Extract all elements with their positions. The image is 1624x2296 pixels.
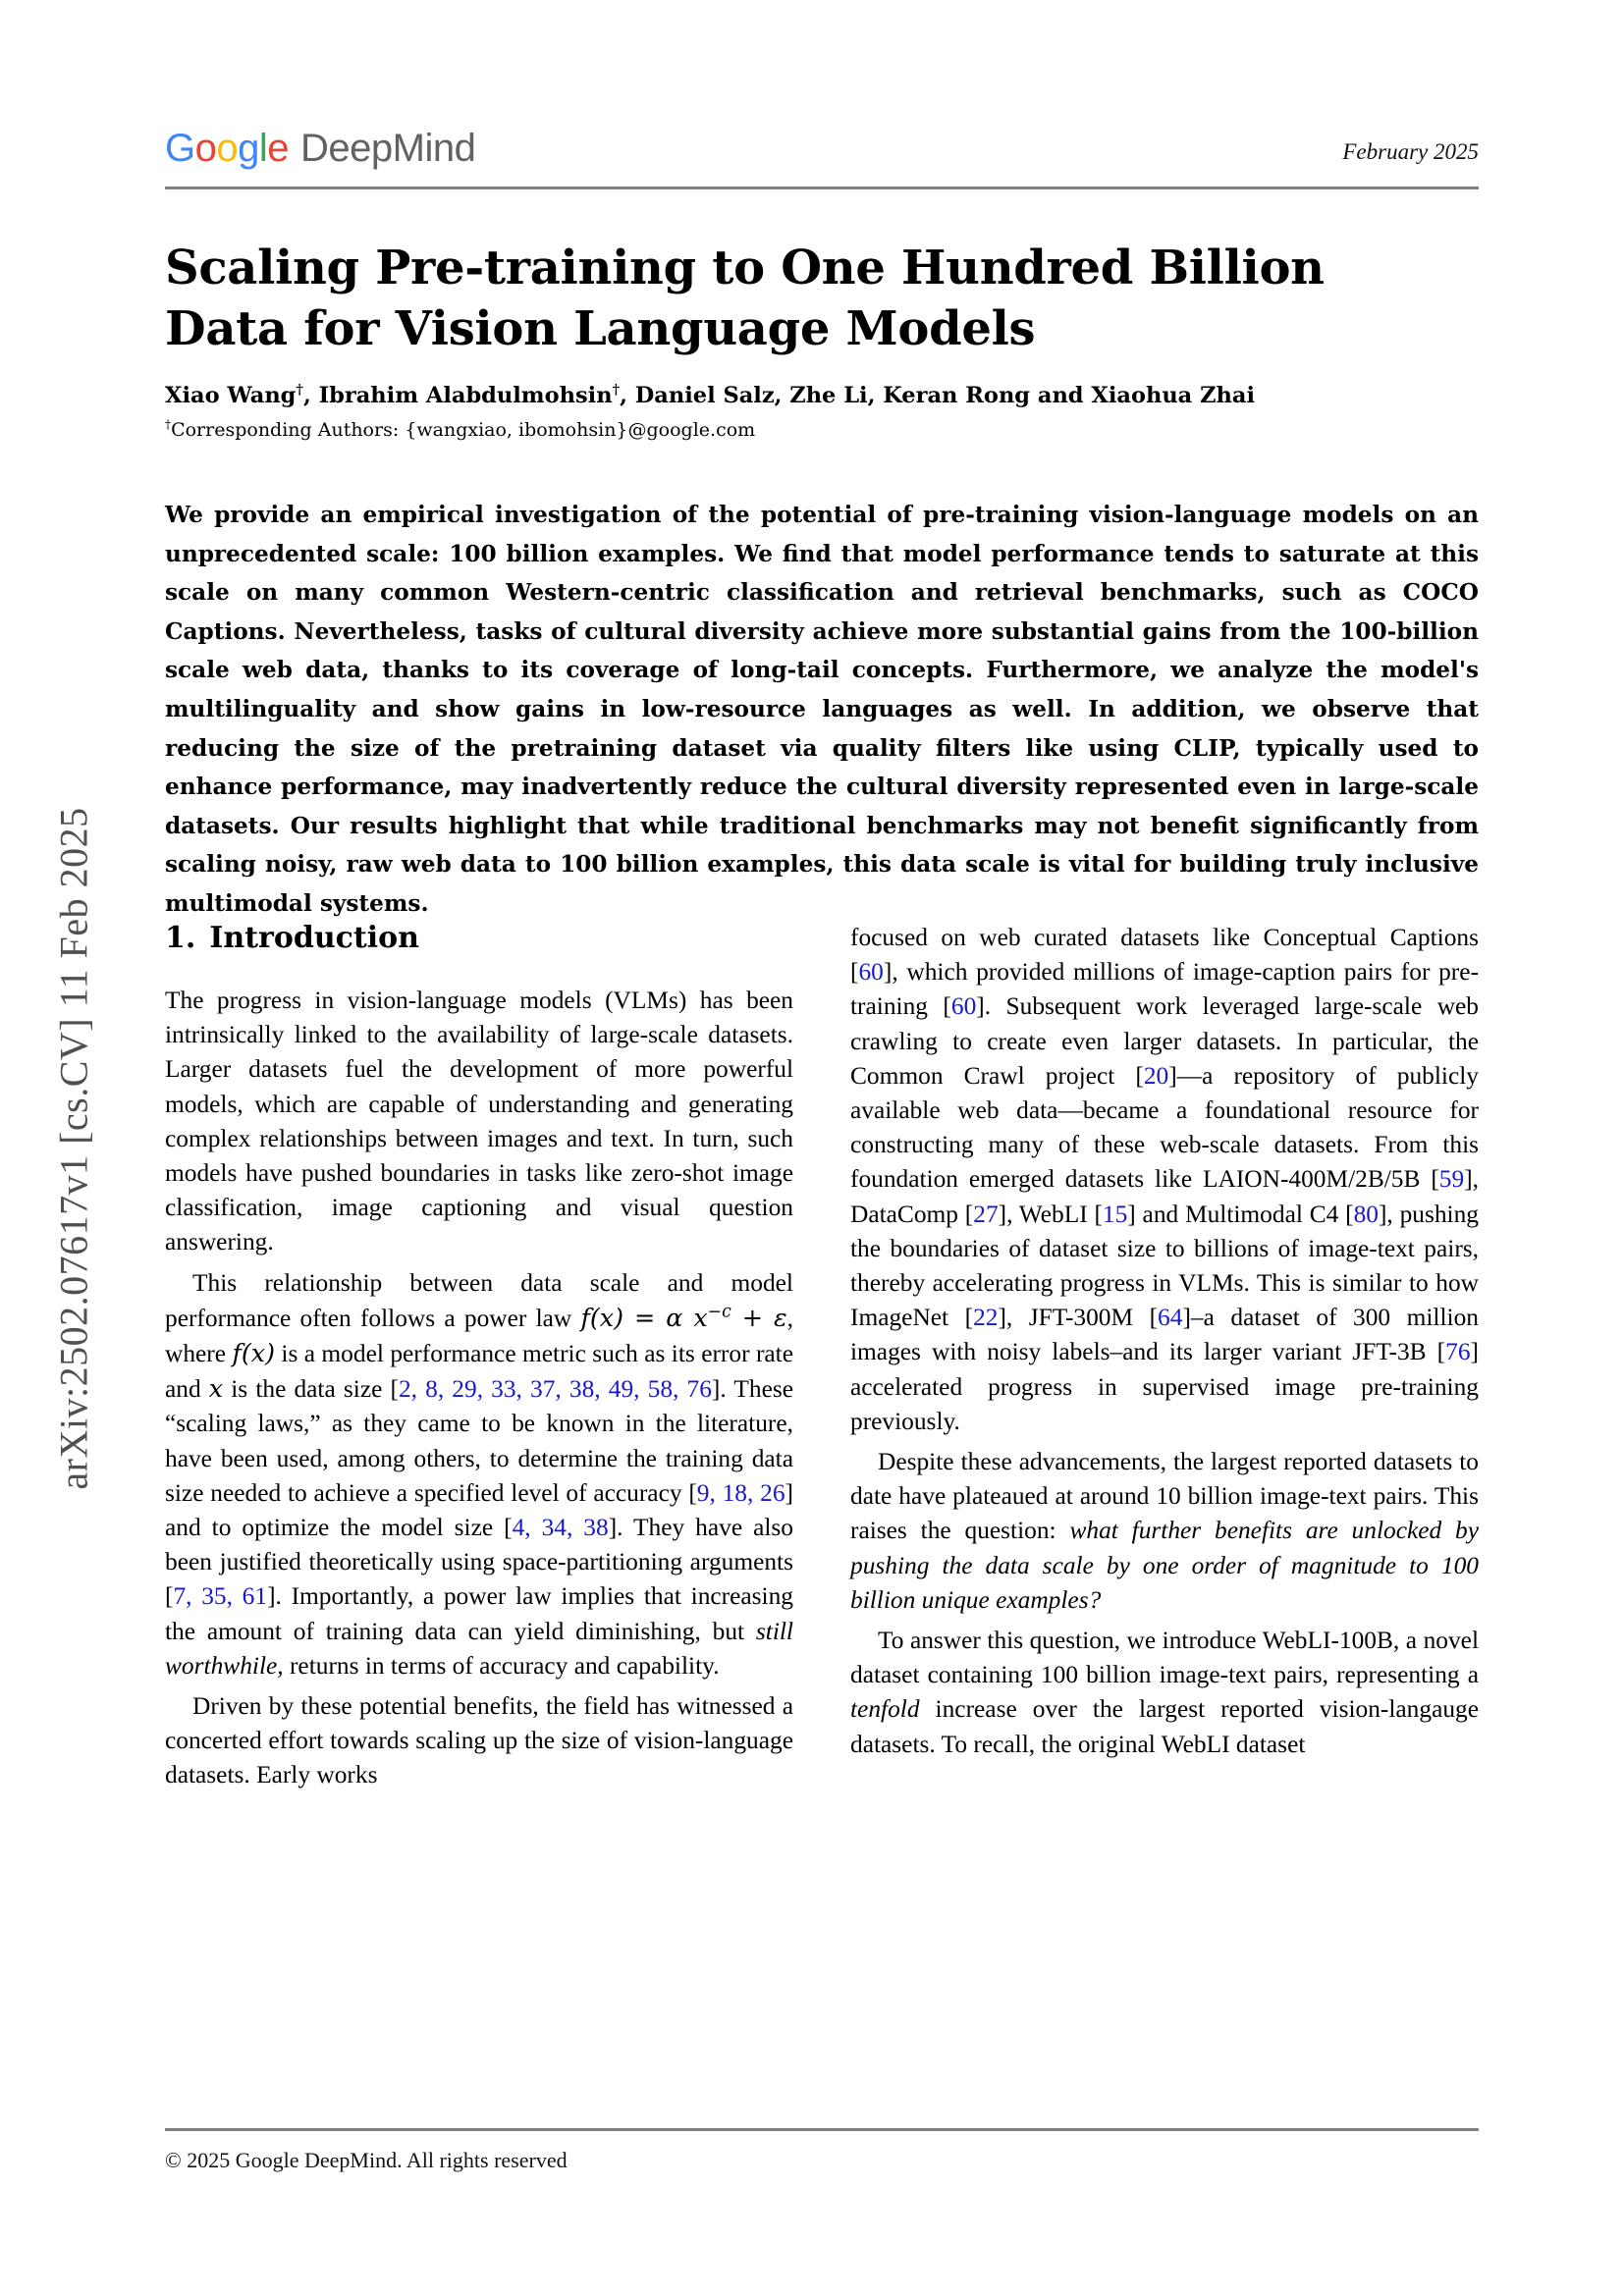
text-run: ], JFT-300M [ [998,1304,1159,1332]
text-run: This relationship between data scale and model performance often follows a power law [165,1268,793,1332]
author-names-a: Xiao Wang [165,383,297,408]
section-title: Introduction [209,921,419,955]
paper-page [165,0,1479,2296]
page-header [165,126,1479,194]
section-number: 1. [165,921,196,955]
text-run: ]. Subsequent work leveraged large-scale web crawling to create even larger datasets. In particular, the Common Crawl project [ [850,992,1479,1090]
citation-group[interactable]: 4, 34, 38 [512,1514,609,1542]
text-run: returns in terms of accuracy and capability. [283,1651,720,1680]
google-deepmind-logo [165,126,475,171]
text-run: ], which provided millions of image-caption pairs for pre-training [ [850,958,1479,1021]
author-list [165,381,1402,410]
section-heading-introduction [165,921,793,956]
corresponding-authors [165,417,1402,443]
paragraph-right-2 [850,1445,1479,1618]
right-column [850,921,1479,1768]
text-run: is the data size [ [223,1375,399,1404]
citation-group[interactable]: 7, 35, 61 [173,1582,268,1611]
citation-group[interactable]: 64 [1158,1304,1183,1332]
header-date: February 2025 [1342,139,1479,164]
left-column [165,921,793,1799]
body-columns [165,921,1479,2030]
paragraph-intro-1: The progress in vision-language models (VLMs) has been intrinsically linked to the availability of large-scale datasets. Larger datasets fuel the development of more powerful models, which are capable of understanding and generating complex relationships between images and text. In turn, such models have pushed boundaries in tasks like zero-shot image classification, image captioning and visual question answering. [165,987,793,1256]
paragraph-intro-2 [165,1266,793,1683]
citation-group[interactable]: 60 [858,958,884,987]
text-run: ]—a repository of publicly available web data—became a foundational resource for constructing many of these web-scale datasets. From this foundation emerged datasets like LAION-400M/2B/5B [ [850,1061,1479,1194]
citation-group[interactable]: 76 [1445,1338,1471,1366]
paragraph-right-3 [850,1624,1479,1762]
dagger-marker-2: † [612,381,621,399]
text-run: increase over the largest reported vision-langauge datasets. To recall, the original WebLI dataset [850,1695,1479,1758]
page-title: Scaling Pre-training to One Hundred Billion Data for Vision Language Models [165,240,1325,357]
math-fx: f(x) [232,1338,275,1368]
citation-group[interactable]: 2, 8, 29, 33, 37, 38, 49, 58, 76 [398,1375,712,1404]
text-run: ], DataComp [ [850,1165,1479,1228]
paragraph-intro-3: Driven by these potential benefits, the field has witnessed a concerted effort towards scaling up the size of vision-language datasets. Early works [165,1692,793,1789]
emphasis-text: tenfold [850,1695,920,1724]
text-run: ] and to optimize the model size [ [165,1478,793,1542]
text-run: , where [165,1304,794,1368]
emphasis-text: still worthwhile, [165,1617,793,1680]
text-run: is a model performance metric such as its error rate and [165,1340,794,1404]
footer-copyright: © 2025 Google DeepMind. All rights reserved [165,2148,568,2172]
citation-group[interactable]: 27 [973,1200,999,1228]
abstract: We provide an empirical investigation of the potential of pre-training vision-language models on an unprecedented scale: 100 billion examples. We find that model performance tends to saturate at this scale on many common Western-centric classification and retrieval benchmarks, such as COCO Captions. Nevertheless, tasks of cultural diversity achieve more substantial gains from the 100-billion scale web data, thanks to its coverage of long-tail concepts. Furthermore, we analyze the model's multilinguality and show gains in low-resource languages as well. In addition, we observe that reducing the size of the pretraining dataset via quality filters like using CLIP, typically used to enhance performance, may inadvertently reduce the cultural diversity represented even in large-scale datasets. Our results highlight that while traditional benchmarks may not benefit significantly from scaling noisy, raw web data to 100 billion examples, this data scale is vital for building truly inclusive multimodal systems. [165,502,1479,917]
footer-divider [165,2128,1479,2131]
text-run: ]. They have also been justified theoretically using space-partitioning arguments [ [165,1514,793,1611]
author-names-b: , Ibrahim Alabdulmohsin [302,383,613,408]
arxiv-stamp [0,0,147,2296]
paragraph-right-1 [850,921,1479,1439]
citation-group[interactable]: 60 [950,992,977,1021]
dagger-marker-1: † [296,381,303,399]
math-x: x [208,1373,224,1404]
text-run: ] and Multimodal C4 [ [1127,1200,1354,1228]
header-divider [165,187,1479,189]
exponent: −c [707,1302,731,1322]
citation-group[interactable]: 22 [973,1304,999,1332]
citation-group[interactable]: 20 [1143,1061,1169,1090]
text-run: To answer this question, we introduce WebLI-100B, a novel dataset containing 100 billion image-text pairs, representing a [850,1627,1479,1689]
citation-group[interactable]: 15 [1102,1200,1128,1228]
text-run: ]. These “scaling laws,” as they came to be known in the literature, have been used, among others, to determine the training data size needed to achieve a specified level of accuracy [ [165,1375,793,1507]
author-names-c: , Daniel Salz, Zhe Li, Keran Rong and Xiaohua Zhai [620,383,1256,408]
citation-group[interactable]: 80 [1353,1200,1379,1228]
text-run: ], WebLI [ [998,1200,1103,1228]
citation-group[interactable]: 9, 18, 26 [696,1478,785,1507]
arxiv-stamp-text: arXiv:2502.07617v1 [cs.CV] 11 Feb 2025 [51,806,96,1490]
text-run: focused on web curated datasets like Conceptual Captions [ [850,924,1479,987]
corresponding-authors-text: Corresponding Authors: {wangxiao, ibomohsin}@google.com [171,419,756,441]
dagger-marker-3: † [165,417,172,432]
text-run: ], pushing the boundaries of dataset size to billions of image-text pairs, thereby accelerating progress in VLMs. This is similar to how ImageNet [ [850,1200,1479,1332]
google-wordmark: Google [165,127,290,170]
text-run: Despite these advancements, the largest reported datasets to date have plateaued at around 10 billion image-text pairs. This raises the question: [850,1448,1479,1545]
text-run: ]–a dataset of 300 million images with noisy labels–and its larger variant JFT-3B [ [850,1304,1479,1366]
citation-group[interactable]: 59 [1438,1165,1465,1194]
power-law-formula: f(x) = α $x^{-c} + \varepsilon$ [580,1302,787,1332]
deepmind-wordmark: DeepMind [300,127,476,170]
research-question: what further benefits are unlocked by pushing the data scale by one order of magnitude to 100 billion unique examples? [850,1517,1480,1614]
text-run: ] accelerated progress in supervised image pre-training previously. [850,1338,1479,1435]
text-run: ]. Importantly, a power law implies that increasing the amount of training data can yield diminishing, but [165,1582,793,1645]
